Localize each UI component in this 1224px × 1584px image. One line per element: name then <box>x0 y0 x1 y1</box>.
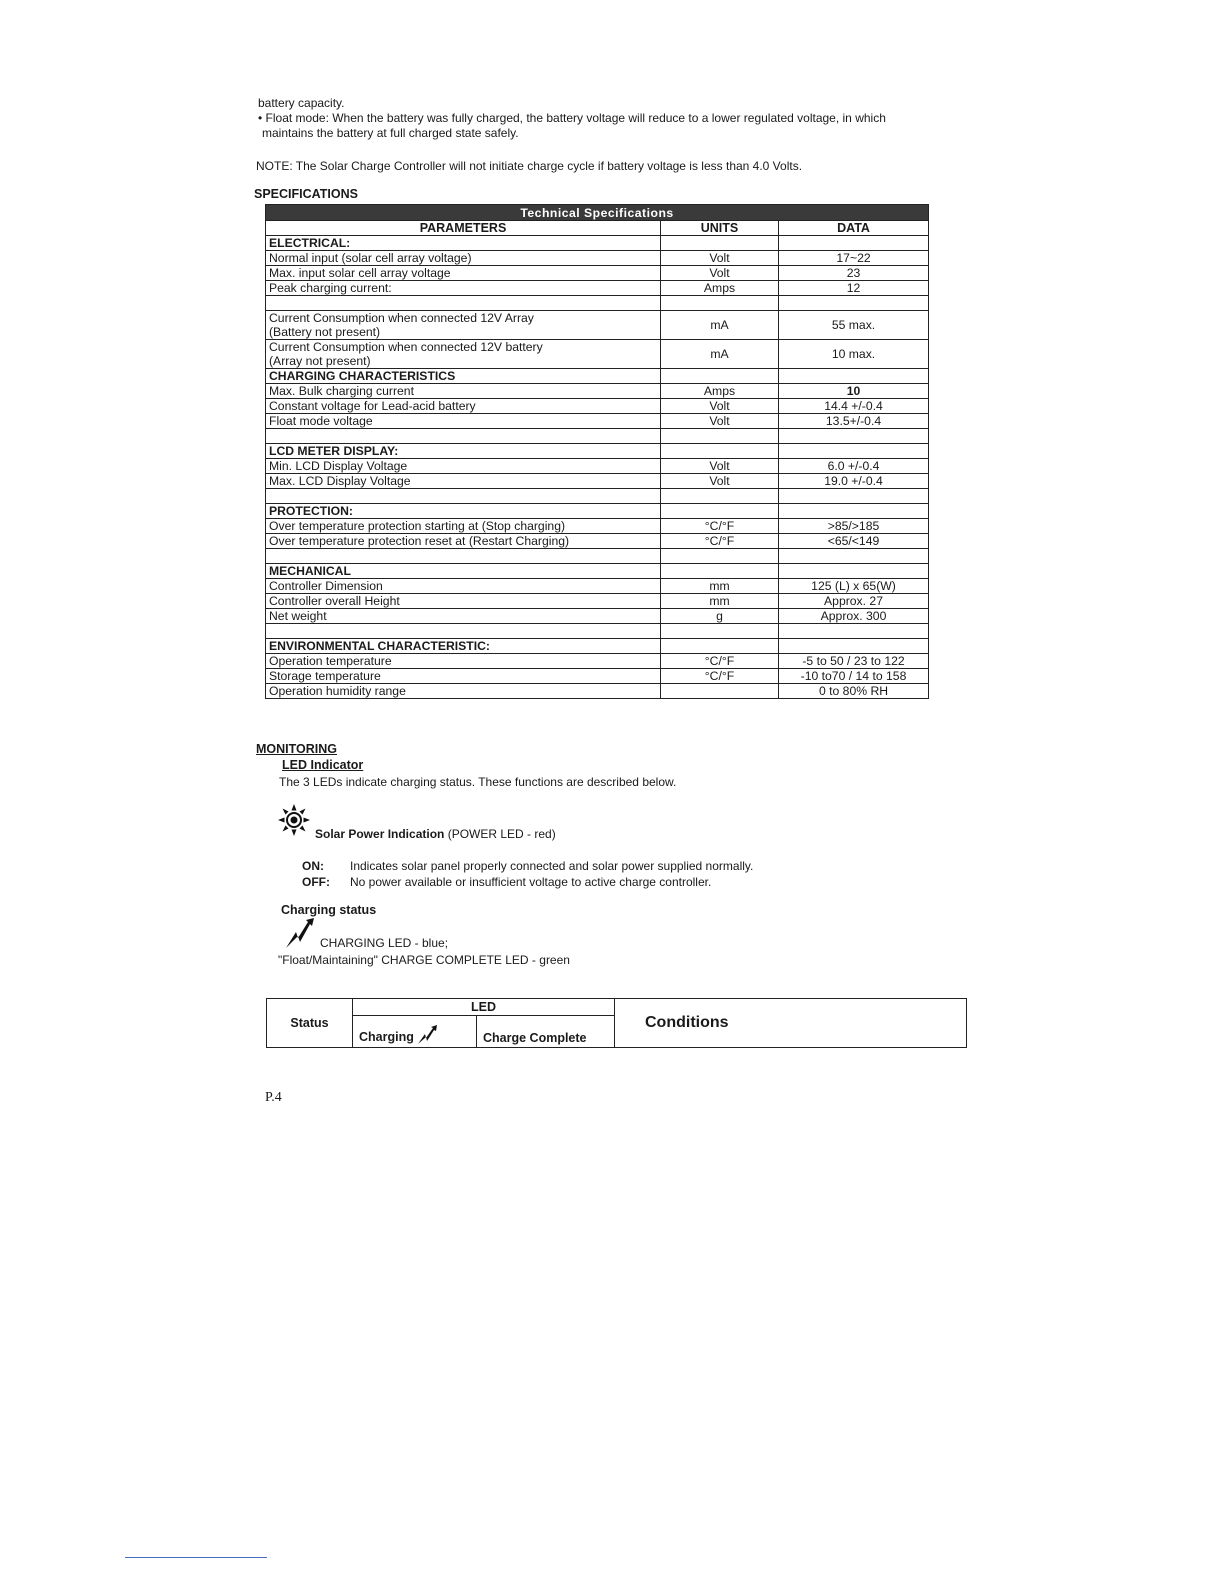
status-table <box>266 998 967 1048</box>
param-cell: Max. LCD Display Voltage <box>266 474 661 489</box>
unit-cell: mm <box>661 579 779 594</box>
charging-label: Charging <box>359 1030 414 1044</box>
param-line: Current Consumption when connected 12V Array <box>269 311 534 325</box>
data-cell: 17~22 <box>779 251 929 266</box>
table-row <box>266 654 929 669</box>
off-line <box>302 874 753 890</box>
section-electrical: ELECTRICAL: <box>266 236 661 251</box>
table-row <box>266 459 929 474</box>
param-cell <box>266 311 661 340</box>
lightning-bolt-icon <box>417 1025 439 1045</box>
param-cell: Max. Bulk charging current <box>266 384 661 399</box>
charge-complete-header: Charge Complete <box>477 1016 615 1048</box>
data-cell: 23 <box>779 266 929 281</box>
unit-cell: Volt <box>661 474 779 489</box>
blank-row <box>266 296 929 311</box>
unit-cell: °C/°F <box>661 534 779 549</box>
data-cell: Approx. 27 <box>779 594 929 609</box>
header-data: DATA <box>779 221 929 236</box>
param-line: Current Consumption when connected 12V battery <box>269 340 543 354</box>
section-row <box>266 504 929 519</box>
param-cell: Max. input solar cell array voltage <box>266 266 661 281</box>
param-cell: Controller overall Height <box>266 594 661 609</box>
data-cell: 19.0 +/-0.4 <box>779 474 929 489</box>
table-row <box>266 281 929 296</box>
led-indicator-heading: LED Indicator <box>282 758 364 772</box>
table-row <box>266 579 929 594</box>
specifications-heading: SPECIFICATIONS <box>254 187 358 201</box>
unit-cell: mA <box>661 311 779 340</box>
note-text: NOTE: The Solar Charge Controller will not initiate charge cycle if battery voltage is less than 4.0 Volts. <box>256 159 803 173</box>
section-row <box>266 369 929 384</box>
unit-cell: Volt <box>661 266 779 281</box>
unit-cell: g <box>661 609 779 624</box>
unit-cell <box>661 684 779 699</box>
table-row <box>266 519 929 534</box>
blank-row <box>266 489 929 504</box>
param-cell: Float mode voltage <box>266 414 661 429</box>
table-row <box>266 251 929 266</box>
led-header: LED <box>353 999 615 1016</box>
table-row <box>266 266 929 281</box>
conditions-header: Conditions <box>615 999 967 1048</box>
spec-header-row <box>266 221 929 236</box>
off-key: OFF: <box>302 875 330 889</box>
table-row <box>266 384 929 399</box>
param-cell: Operation temperature <box>266 654 661 669</box>
status-header: Status <box>267 999 353 1048</box>
float-maintaining-text: "Float/Maintaining" CHARGE COMPLETE LED - green <box>278 953 570 967</box>
specifications-table <box>265 204 929 699</box>
param-cell <box>266 340 661 369</box>
param-cell: Normal input (solar cell array voltage) <box>266 251 661 266</box>
header-units: UNITS <box>661 221 779 236</box>
data-cell: 14.4 +/-0.4 <box>779 399 929 414</box>
lightning-bolt-icon <box>284 918 316 950</box>
param-cell: Controller Dimension <box>266 579 661 594</box>
unit-cell: mA <box>661 340 779 369</box>
section-charging: CHARGING CHARACTERISTICS <box>266 369 661 384</box>
solar-power-indication <box>315 827 556 841</box>
blank-row <box>266 624 929 639</box>
table-row <box>266 311 929 340</box>
data-cell: <65/<149 <box>779 534 929 549</box>
solar-label-rest: (POWER LED - red) <box>444 827 556 841</box>
table-row <box>266 399 929 414</box>
table-row <box>266 474 929 489</box>
charging-status-heading: Charging status <box>281 903 377 917</box>
page-number: P.4 <box>265 1090 282 1105</box>
unit-cell: Amps <box>661 384 779 399</box>
table-row <box>266 594 929 609</box>
data-cell: 125 (L) x 65(W) <box>779 579 929 594</box>
led-description: The 3 LEDs indicate charging status. These functions are described below. <box>279 775 677 789</box>
data-cell: 0 to 80% RH <box>779 684 929 699</box>
section-row <box>266 444 929 459</box>
data-cell: 13.5+/-0.4 <box>779 414 929 429</box>
header-parameters: PARAMETERS <box>266 221 661 236</box>
data-cell: 12 <box>779 281 929 296</box>
param-line: (Array not present) <box>269 354 371 368</box>
section-row <box>266 639 929 654</box>
unit-cell: Volt <box>661 414 779 429</box>
data-cell: 55 max. <box>779 311 929 340</box>
data-cell: 10 max. <box>779 340 929 369</box>
charging-header <box>353 1016 477 1048</box>
table-row <box>266 669 929 684</box>
param-cell: Over temperature protection reset at (Restart Charging) <box>266 534 661 549</box>
table-row <box>266 340 929 369</box>
unit-cell: °C/°F <box>661 669 779 684</box>
section-mechanical: MECHANICAL <box>266 564 661 579</box>
data-cell: -5 to 50 / 23 to 122 <box>779 654 929 669</box>
table-row <box>266 609 929 624</box>
section-environmental: ENVIRONMENTAL CHARACTERISTIC: <box>266 639 661 654</box>
param-cell: Over temperature protection starting at (Stop charging) <box>266 519 661 534</box>
charging-led-text: CHARGING LED - blue; <box>320 936 449 950</box>
spec-table-title: Technical Specifications <box>266 205 929 221</box>
section-row <box>266 564 929 579</box>
on-off-list <box>302 858 753 890</box>
data-cell: -10 to70 / 14 to 158 <box>779 669 929 684</box>
blank-row <box>266 549 929 564</box>
param-cell: Min. LCD Display Voltage <box>266 459 661 474</box>
bottom-rule <box>125 1557 267 1558</box>
unit-cell: Volt <box>661 251 779 266</box>
monitoring-heading: MONITORING <box>256 742 338 756</box>
param-cell: Storage temperature <box>266 669 661 684</box>
section-protection: PROTECTION: <box>266 504 661 519</box>
section-row <box>266 236 929 251</box>
param-cell: Constant voltage for Lead-acid battery <box>266 399 661 414</box>
unit-cell: Amps <box>661 281 779 296</box>
unit-cell: Volt <box>661 399 779 414</box>
on-text: Indicates solar panel properly connected and solar power supplied normally. <box>350 859 754 873</box>
table-row <box>266 534 929 549</box>
param-line: (Battery not present) <box>269 325 381 339</box>
blank-row <box>266 429 929 444</box>
on-key: ON: <box>302 859 324 873</box>
table-row <box>266 684 929 699</box>
intro-line-3: maintains the battery at full charged state safely. <box>262 126 519 140</box>
on-line <box>302 858 753 874</box>
table-row <box>266 414 929 429</box>
param-cell: Net weight <box>266 609 661 624</box>
param-cell: Operation humidity range <box>266 684 661 699</box>
data-cell: 10 <box>779 384 929 399</box>
spec-title-row <box>266 205 929 221</box>
data-cell: >85/>185 <box>779 519 929 534</box>
param-cell: Peak charging current: <box>266 281 661 296</box>
data-cell: 6.0 +/-0.4 <box>779 459 929 474</box>
data-cell: Approx. 300 <box>779 609 929 624</box>
intro-line-2: • Float mode: When the battery was fully charged, the battery voltage will reduce to a lower regulated voltage, in which <box>258 111 886 125</box>
off-text: No power available or insufficient voltage to active charge controller. <box>350 875 712 889</box>
intro-line-1: battery capacity. <box>258 96 345 110</box>
unit-cell: mm <box>661 594 779 609</box>
unit-cell: Volt <box>661 459 779 474</box>
unit-cell: °C/°F <box>661 654 779 669</box>
intro-text <box>258 96 968 141</box>
solar-label-bold: Solar Power Indication <box>315 827 445 841</box>
section-lcd: LCD METER DISPLAY: <box>266 444 661 459</box>
sun-icon <box>277 803 311 837</box>
unit-cell: °C/°F <box>661 519 779 534</box>
